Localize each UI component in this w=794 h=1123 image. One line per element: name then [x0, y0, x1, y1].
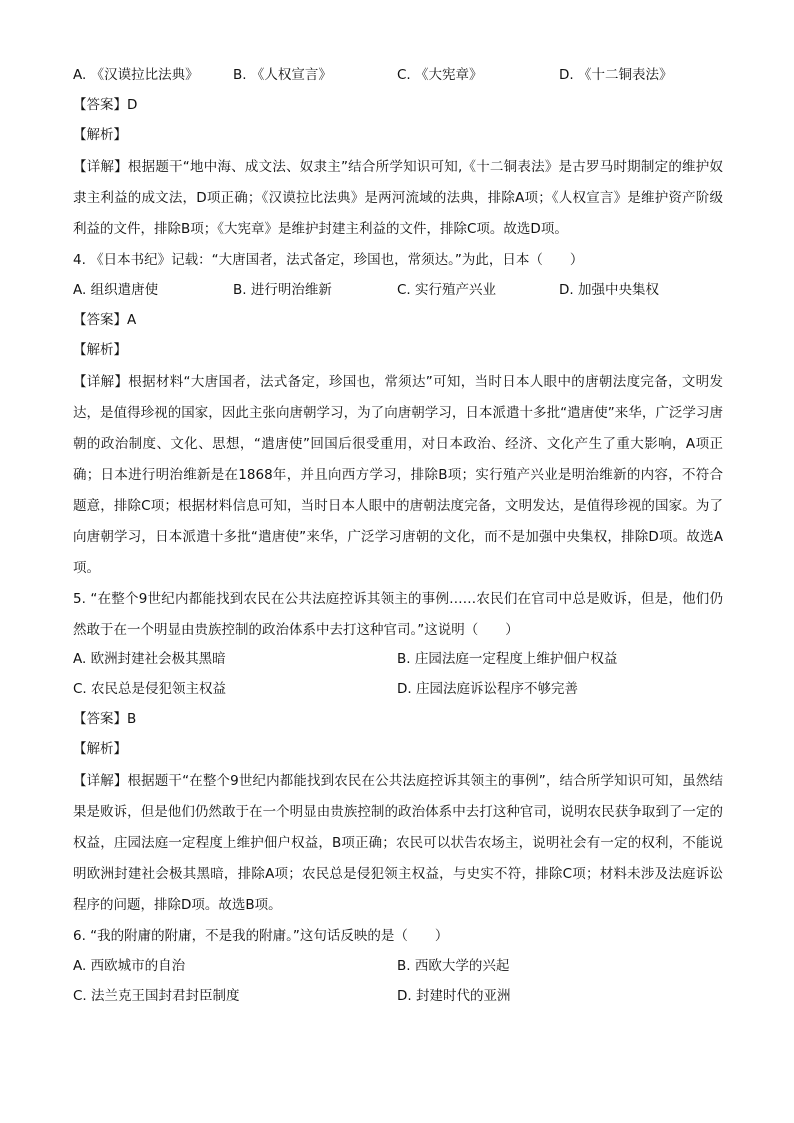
- q6-option-d: D. 封建时代的亚洲: [397, 988, 511, 1004]
- q5-option-b: B. 庄园法庭一定程度上维护佃户权益: [397, 651, 618, 667]
- q6-options-row2: [73, 983, 723, 1009]
- q5-analysis-label: 【解析】: [73, 741, 127, 757]
- q5-option-c: C. 农民总是侵犯领主权益: [73, 681, 227, 697]
- q5-detail: 【详解】根据题干“在整个9世纪内都能找到农民在公共法庭控诉其领主的事例”，结合所学知识可知，虽然结果是败诉，但是他们仍然敢于在一个明显由贵族控制的政治体系中去打这种官司，说明农民获争取到了一定的权益，庄园法庭一定程度上维护佃户权益，B项正确；农民可以状告农场主，说明社会有一定的权利，不能说明欧洲封建社会极其黑暗，排除A项；农民总是侵犯领主权益，与史实不符，排除C项；材料未涉及法庭诉讼程序的问题，排除D项。故选B项。: [73, 773, 723, 913]
- q3-option-c: C. 《大宪章》: [397, 67, 483, 83]
- q3-option-b: B. 《人权宣言》: [233, 67, 332, 83]
- q4-option-a: A. 组织遣唐使: [73, 282, 159, 298]
- q4-options: [73, 277, 723, 303]
- q4-option-c: C. 实行殖产兴业: [397, 282, 497, 298]
- q4-analysis-label: 【解析】: [73, 342, 127, 358]
- document-page: [73, 62, 723, 1009]
- q3-option-d: D. 《十二铜表法》: [559, 67, 673, 83]
- q4-option-b: B. 进行明治维新: [233, 282, 332, 298]
- q3-option-a: A. 《汉谟拉比法典》: [73, 67, 199, 83]
- q3-options: [73, 62, 723, 88]
- q5-stem: 5. “在整个9世纪内都能找到农民在公共法庭控诉其领主的事例……农民们在官司中总是败诉，但是，他们仍然敢于在一个明显由贵族控制的政治体系中去打这种官司。”这说明（ ）: [73, 591, 723, 638]
- q6-option-b: B. 西欧大学的兴起: [397, 958, 510, 974]
- q4-stem: 4. 《日本书纪》记载：“大唐国者，法式备定，珍国也，常须达。”为此，日本（ ）: [73, 252, 584, 268]
- q5-options-row1: [73, 646, 723, 672]
- q4-answer: 【答案】A: [73, 312, 137, 328]
- q5-option-a: A. 欧洲封建社会极其黑暗: [73, 651, 226, 667]
- q3-analysis-label: 【解析】: [73, 127, 127, 143]
- q6-option-c: C. 法兰克王国封君封臣制度: [73, 988, 240, 1004]
- q6-stem: 6. “我的附庸的附庸，不是我的附庸。”这句话反映的是（ ）: [73, 928, 449, 944]
- q3-answer: 【答案】D: [73, 97, 138, 113]
- q5-options-row2: [73, 676, 723, 702]
- q3-detail: 【详解】根据题干“地中海、成文法、奴隶主”结合所学知识可知,《十二铜表法》是古罗马时期制定的维护奴隶主利益的成文法，D项正确；《汉谟拉比法典》是两河流域的法典，排除A项；《人权宣言》是维护资产阶级利益的文件，排除B项；《大宪章》是维护封建主利益的文件，排除C项。故选D项。: [73, 159, 723, 237]
- q6-option-a: A. 西欧城市的自治: [73, 958, 186, 974]
- q4-option-d: D. 加强中央集权: [559, 282, 659, 298]
- q5-option-d: D. 庄园法庭诉讼程序不够完善: [397, 681, 578, 697]
- q6-options-row1: [73, 953, 723, 979]
- q5-answer: 【答案】B: [73, 711, 137, 727]
- q4-detail: 【详解】根据材料“大唐国者，法式备定，珍国也，常须达”可知，当时日本人眼中的唐朝法度完备，文明发达，是值得珍视的国家，因此主张向唐朝学习，为了向唐朝学习，日本派遣十多批“遣唐使”来华，广泛学习唐朝的政治制度、文化、思想，“遣唐使”回国后很受重用，对日本政治、经济、文化产生了重大影响，A项正确；日本进行明治维新是在1868年，并且向西方学习，排除B项；实行殖产兴业是明治维新的内容，不符合题意，排除C项；根据材料信息可知，当时日本人眼中的唐朝法度完备，文明发达，是值得珍视的国家。为了向唐朝学习，日本派遣十多批“遣唐使”来华，广泛学习唐朝的文化，而不是加强中央集权，排除D项。故选A项。: [73, 374, 723, 576]
